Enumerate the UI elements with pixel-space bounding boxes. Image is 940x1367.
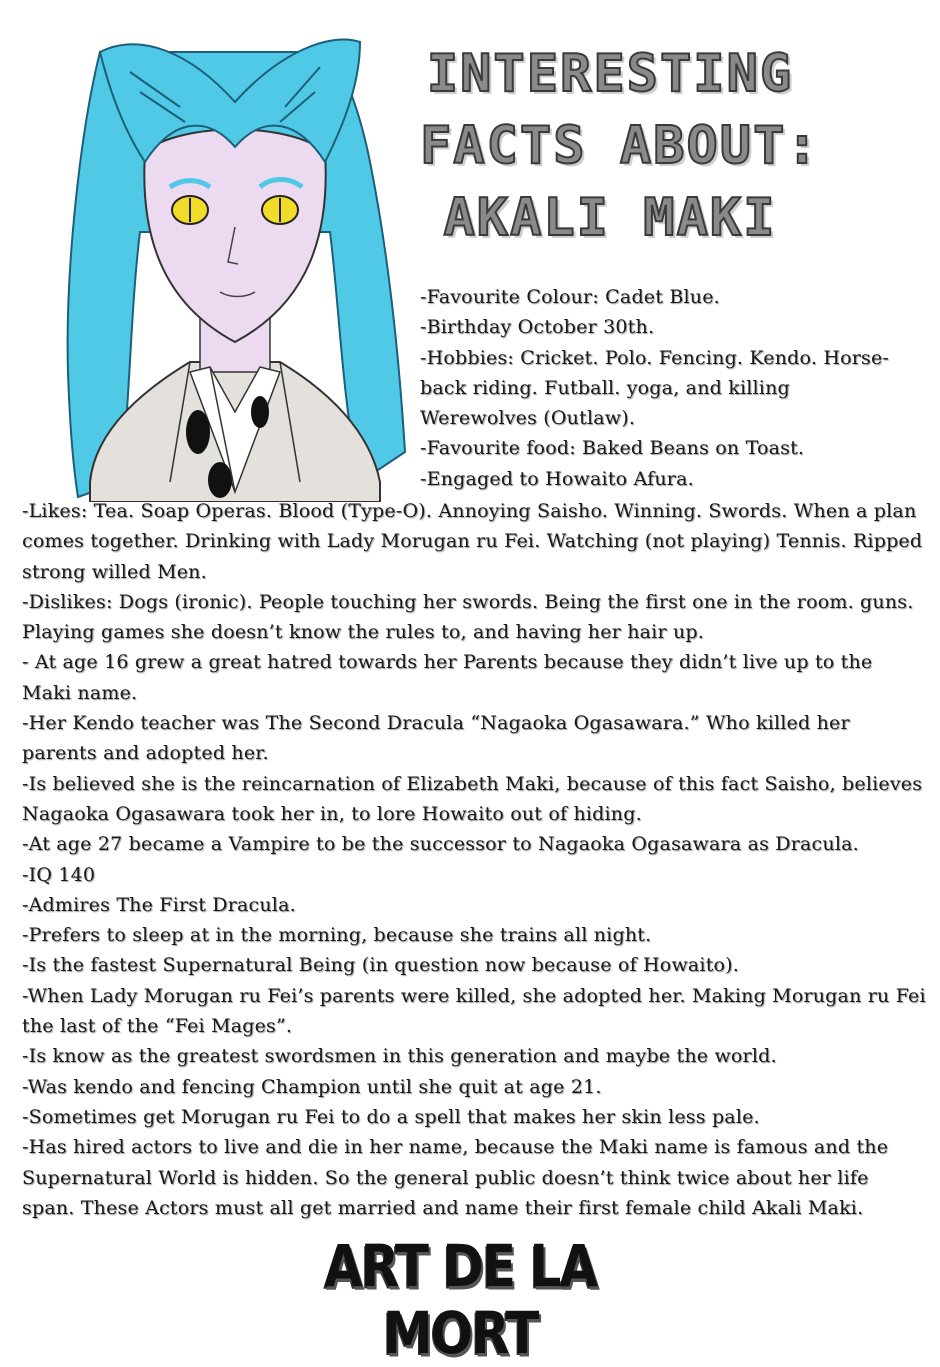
fact-item: -Dislikes: Dogs (ironic). People touching her swords. Being the first one in the room. guns. Playing games she doesn’t know the rules to, and having her hair up. [22, 590, 914, 644]
fact-item: -Favourite food: Baked Beans on Toast. [420, 437, 805, 460]
fact-item: -Likes: Tea. Soap Operas. Blood (Type-O). Annoying Saisho. Winning. Swords. When a plan comes together. Drinking with Lady Morugan ru Fei. Watching (not playing) Tennis. Ripped strong willed Men. [22, 500, 923, 583]
fact-item: -Sometimes get Morugan ru Fei to do a spell that makes her skin less pale. [22, 1105, 760, 1128]
shirt-spot [208, 462, 232, 498]
fact-item: -Admires The First Dracula. [22, 893, 296, 916]
page-title [420, 38, 820, 254]
title-line: AKALI MAKI [443, 188, 777, 248]
fact-item: -IQ 140 [22, 863, 96, 886]
fact-item: - At age 16 grew a great hatred towards her Parents because they didn’t live up to the Maki name. [22, 651, 873, 704]
face [144, 130, 325, 343]
fact-item: -Has hired actors to live and die in her name, because the Maki name is famous and the Supernatural World is hidden. So the general public doesn’t think twice about her life span. These Actors must all get married and name their first female child Akali Maki. [22, 1136, 889, 1219]
shirt-spot [251, 396, 269, 428]
fact-item: -At age 27 became a Vampire to be the successor to Nagaoka Ogasawara as Dracula. [22, 833, 859, 856]
fact-item: -Prefers to sleep at in the morning, because she trains all night. [22, 924, 652, 947]
fact-item: -Is believed she is the reincarnation of Elizabeth Maki, because of this fact Saisho, believes Nagaoka Ogasawara took her in, to lore Howaito out of hiding. [22, 772, 923, 825]
fact-item: -Favourite Colour: Cadet Blue. [420, 286, 720, 308]
artist-signature: ART DE LA MORT [323, 1233, 597, 1367]
fact-item: -Hobbies: Cricket. Polo. Fencing. Kendo. Horse-back riding. Futball. yoga, and killing Werewolves (Outlaw). [420, 346, 890, 430]
facts-list-main [22, 496, 927, 1223]
fact-item: -When Lady Morugan ru Fei’s parents were killed, she adopted her. Making Morugan ru Fei the last of the “Fei Mages”. [22, 984, 926, 1038]
fact-item: -Is the fastest Supernatural Being (in question now because of Howaito). [22, 954, 740, 977]
fact-item: -Was kendo and fencing Champion until she quit at age 21. [22, 1075, 602, 1098]
fact-item: -Engaged to Howaito Afura. [420, 467, 694, 490]
fact-item: -Birthday October 30th. [420, 316, 655, 339]
title-line: INTERESTING [426, 44, 794, 104]
shirt-spot [186, 410, 210, 454]
character-portrait [60, 12, 410, 502]
facts-list-top [420, 282, 910, 494]
fact-item: -Is know as the greatest swordsmen in this generation and maybe the world. [22, 1045, 777, 1068]
fact-item: -Her Kendo teacher was The Second Dracula “Nagaoka Ogasawara.” Who killed her parents and adopted her. [22, 712, 850, 765]
title-line: FACTS ABOUT: [420, 116, 820, 176]
